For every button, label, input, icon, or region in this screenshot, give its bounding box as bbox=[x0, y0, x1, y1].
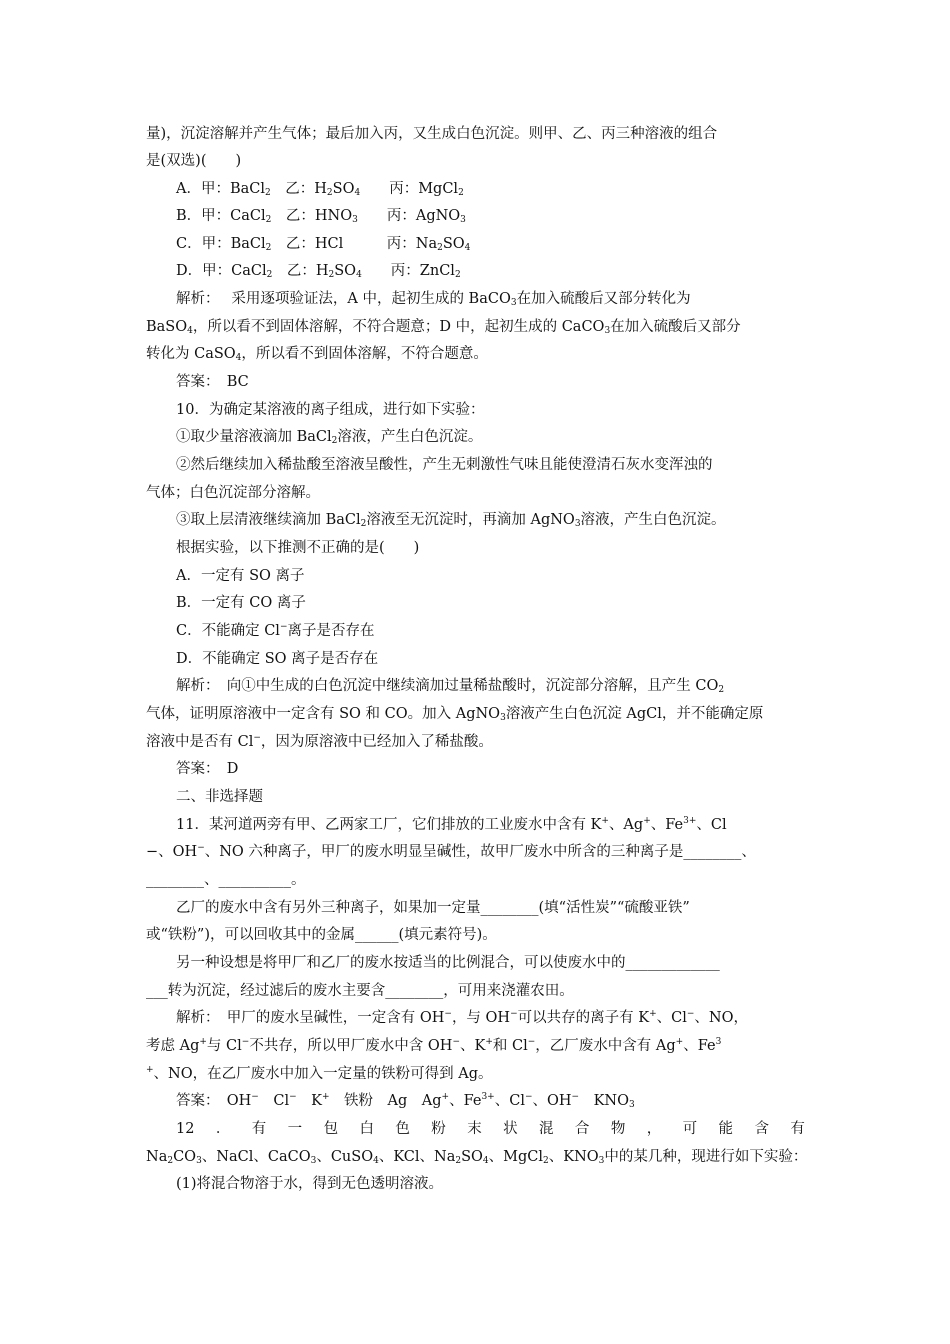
q9-option-c: C．甲：BaCl$_2$ 乙：HCl 丙：$Na_2SO_4$ bbox=[176, 236, 471, 253]
q12-line-2: $Na_2CO_3$、NaCl、CaCO$_3$、CuSO$_4$、KCl、$Na_2SO_4$、MgCl$_2$、$KNO_3$中的某几种，现进行如下实验： bbox=[146, 1149, 808, 1166]
q9-option-b: B．甲：CaCl$_2$ 乙：$HNO_3$ 丙：AgNO$_3$ bbox=[176, 208, 466, 225]
q11-line-5: 或“铁粉”)，可以回收其中的金属______(填元素符号)。 bbox=[146, 927, 497, 943]
q10-step-2-line-2: 气体；白色沉淀部分溶解。 bbox=[146, 485, 320, 501]
q11-line-1: 11．某河道两旁有甲、乙两家工厂，它们排放的工业废水中含有 K+、Ag+、$Fe^{3+}$、Cl bbox=[176, 816, 727, 833]
q10-step-3: ③取上层清液继续滴加 BaCl$_2$溶液至无沉淀时，再滴加 AgNO$_3$溶液，产生白色沉淀。 bbox=[176, 512, 726, 529]
q10-step-1: ①取少量溶液滴加 BaCl$_2$溶液，产生白色沉淀。 bbox=[176, 429, 483, 446]
q11-analysis-line-1: 解析： 甲厂的废水呈碱性，一定含有 OH−，与 OH−可以共存的离子有 K+、Cl−、NO， bbox=[176, 1009, 748, 1026]
q10-option-b: B．一定有 CO 离子 bbox=[176, 595, 306, 611]
q12-line-3: (1)将混合物溶于水，得到无色透明溶液。 bbox=[176, 1176, 444, 1192]
q12-line-1: 12 ． 有 一 包 白 色 粉 末 状 混 合 物 ， 可 能 含 有 bbox=[176, 1121, 805, 1137]
q9-intro-line-1: 量)，沉淀溶解并产生气体；最后加入丙，又生成白色沉淀。则甲、乙、丙三种溶液的组合 bbox=[146, 126, 718, 142]
q9-analysis-line-2: BaSO$_4$，所以看不到固体溶解，不符合题意；D 中，起初生成的 CaCO$_3$在加入硫酸后又部分 bbox=[146, 319, 741, 336]
q11-line-2: −、OH−、NO 六种离子，甲厂的废水明显呈碱性，故甲厂废水中所含的三种离子是________、 bbox=[146, 843, 756, 860]
q9-analysis-line-3: 转化为 CaSO$_4$，所以看不到固体溶解，不符合题意。 bbox=[146, 346, 488, 363]
q10-option-d: D．不能确定 SO 离子是否存在 bbox=[176, 651, 379, 667]
q9-intro-line-2: 是(双选)( ) bbox=[146, 153, 242, 169]
q9-answer: 答案： BC bbox=[176, 374, 249, 390]
q10-stem: 10．为确定某溶液的离子组成，进行如下实验： bbox=[176, 402, 485, 418]
q11-answer: 答案： OH− Cl− K+ 铁粉 Ag Ag+、$Fe^{3+}$、Cl−、OH− $KNO_3$ bbox=[176, 1092, 635, 1110]
q11-analysis-line-2: 考虑 Ag+与 Cl−不共存，所以甲厂废水中含 OH−、K+和 Cl−，乙厂废水中含有 Ag+、Fe$^3$ bbox=[146, 1037, 722, 1054]
q10-question: 根据实验，以下推测不正确的是( ) bbox=[176, 540, 420, 556]
q10-analysis-line-2: 气体，证明原溶液中一定含有 SO 和 CO。加入 AgNO$_3$溶液产生白色沉淀 AgCl，并不能确定原 bbox=[146, 706, 764, 723]
q11-line-3: ________、__________。 bbox=[146, 872, 306, 888]
section-heading: 二、非选择题 bbox=[176, 789, 263, 805]
q11-analysis-line-3: +、NO，在乙厂废水中加入一定量的铁粉可得到 Ag。 bbox=[146, 1065, 493, 1082]
q10-step-2-line-1: ②然后继续加入稀盐酸至溶液呈酸性，产生无刺激性气味且能使澄清石灰水变浑浊的 bbox=[176, 457, 713, 473]
q11-line-4: 乙厂的废水中含有另外三种离子，如果加一定量________(填“活性炭”“硫酸亚铁” bbox=[176, 900, 690, 916]
q10-analysis-line-3: 溶液中是否有 Cl−，因为原溶液中已经加入了稀盐酸。 bbox=[146, 733, 493, 750]
q10-analysis-line-1: 解析： 向①中生成的白色沉淀中继续滴加过量稀盐酸时，沉淀部分溶解，且产生 $CO_2$ bbox=[176, 678, 725, 695]
q10-option-a: A．一定有 SO 离子 bbox=[176, 568, 305, 584]
q9-option-a: A．甲：BaCl$_2$ 乙：$H_2SO_4$ 丙：MgCl$_2$ bbox=[176, 181, 464, 198]
q10-answer: 答案： D bbox=[176, 761, 239, 777]
q11-line-7: ___转为沉淀，经过滤后的废水主要含________，可用来浇灌农田。 bbox=[146, 983, 574, 999]
q9-analysis-line-1: 解析： 采用逐项验证法，A 中，起初生成的 BaCO$_3$在加入硫酸后又部分转化为 bbox=[176, 291, 691, 308]
q9-option-d: D．甲：CaCl$_2$ 乙：$H_2SO_4$ 丙：ZnCl$_2$ bbox=[176, 263, 461, 280]
q10-option-c: C．不能确定 Cl−离子是否存在 bbox=[176, 622, 375, 639]
q11-line-6: 另一种设想是将甲厂和乙厂的废水按适当的比例混合，可以使废水中的_____________ bbox=[176, 955, 720, 971]
